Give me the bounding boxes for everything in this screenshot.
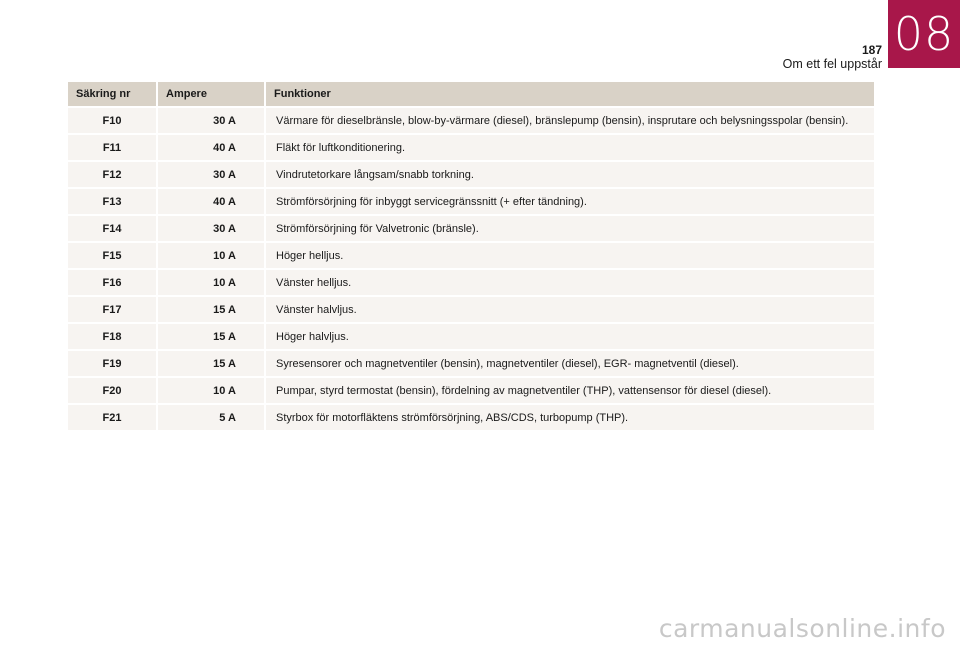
table-row <box>68 243 874 268</box>
fuse-number: F19 <box>68 351 158 376</box>
fuse-ampere: 15 A <box>158 297 266 322</box>
fuse-number: F21 <box>68 405 158 430</box>
table-row <box>68 189 874 214</box>
table-header-row <box>68 82 874 106</box>
fuse-ampere: 15 A <box>158 351 266 376</box>
watermark: carmanualsonline.info <box>658 614 946 643</box>
fuse-number: F20 <box>68 378 158 403</box>
chapter-number-tab: 08 <box>888 0 960 68</box>
fuse-ampere: 15 A <box>158 324 266 349</box>
fuse-ampere: 40 A <box>158 189 266 214</box>
fuse-number: F13 <box>68 189 158 214</box>
page-number: 187 <box>861 43 882 57</box>
table-row <box>68 108 874 133</box>
fuse-function: Styrbox för motorfläktens strömförsörjning, ABS/CDS, turbopump (THP). <box>266 405 874 430</box>
column-header-fuse: Säkring nr <box>68 82 158 106</box>
table-row <box>68 162 874 187</box>
fuse-function: Vänster halvljus. <box>266 297 874 322</box>
table-row <box>68 297 874 322</box>
fuse-function: Strömförsörjning för Valvetronic (bränsle). <box>266 216 874 241</box>
fuse-ampere: 30 A <box>158 108 266 133</box>
table-row <box>68 324 874 349</box>
fuse-function: Pumpar, styrd termostat (bensin), fördelning av magnetventiler (THP), vattensensor för diesel (diesel). <box>266 378 874 403</box>
table-row <box>68 216 874 241</box>
fuse-ampere: 10 A <box>158 270 266 295</box>
section-title: Om ett fel uppstår <box>782 57 882 71</box>
fuse-ampere: 5 A <box>158 405 266 430</box>
fuse-number: F11 <box>68 135 158 160</box>
fuse-ampere: 10 A <box>158 243 266 268</box>
fuse-number: F14 <box>68 216 158 241</box>
table-row <box>68 351 874 376</box>
table-row <box>68 405 874 430</box>
fuse-number: F10 <box>68 108 158 133</box>
fuse-number: F16 <box>68 270 158 295</box>
fuse-number: F12 <box>68 162 158 187</box>
fuse-ampere: 40 A <box>158 135 266 160</box>
fuse-function: Vindrutetorkare långsam/snabb torkning. <box>266 162 874 187</box>
fuse-number: F15 <box>68 243 158 268</box>
fuse-function: Strömförsörjning för inbyggt servicegränssnitt (+ efter tändning). <box>266 189 874 214</box>
fuse-number: F18 <box>68 324 158 349</box>
fuse-function: Vänster helljus. <box>266 270 874 295</box>
fuse-function: Värmare för dieselbränsle, blow-by-värmare (diesel), bränslepump (bensin), insprutare och belysningsspolar (bensin). <box>266 108 874 133</box>
fuse-ampere: 30 A <box>158 216 266 241</box>
table-row <box>68 378 874 403</box>
fuse-number: F17 <box>68 297 158 322</box>
fuse-table <box>68 80 874 432</box>
fuse-function: Syresensorer och magnetventiler (bensin), magnetventiler (diesel), EGR- magnetventil (diesel). <box>266 351 874 376</box>
fuse-ampere: 10 A <box>158 378 266 403</box>
fuse-function: Fläkt för luftkonditionering. <box>266 135 874 160</box>
table-row <box>68 270 874 295</box>
fuse-function: Höger halvljus. <box>266 324 874 349</box>
column-header-ampere: Ampere <box>158 82 266 106</box>
table-row <box>68 135 874 160</box>
fuse-ampere: 30 A <box>158 162 266 187</box>
column-header-functions: Funktioner <box>266 82 874 106</box>
fuse-function: Höger helljus. <box>266 243 874 268</box>
